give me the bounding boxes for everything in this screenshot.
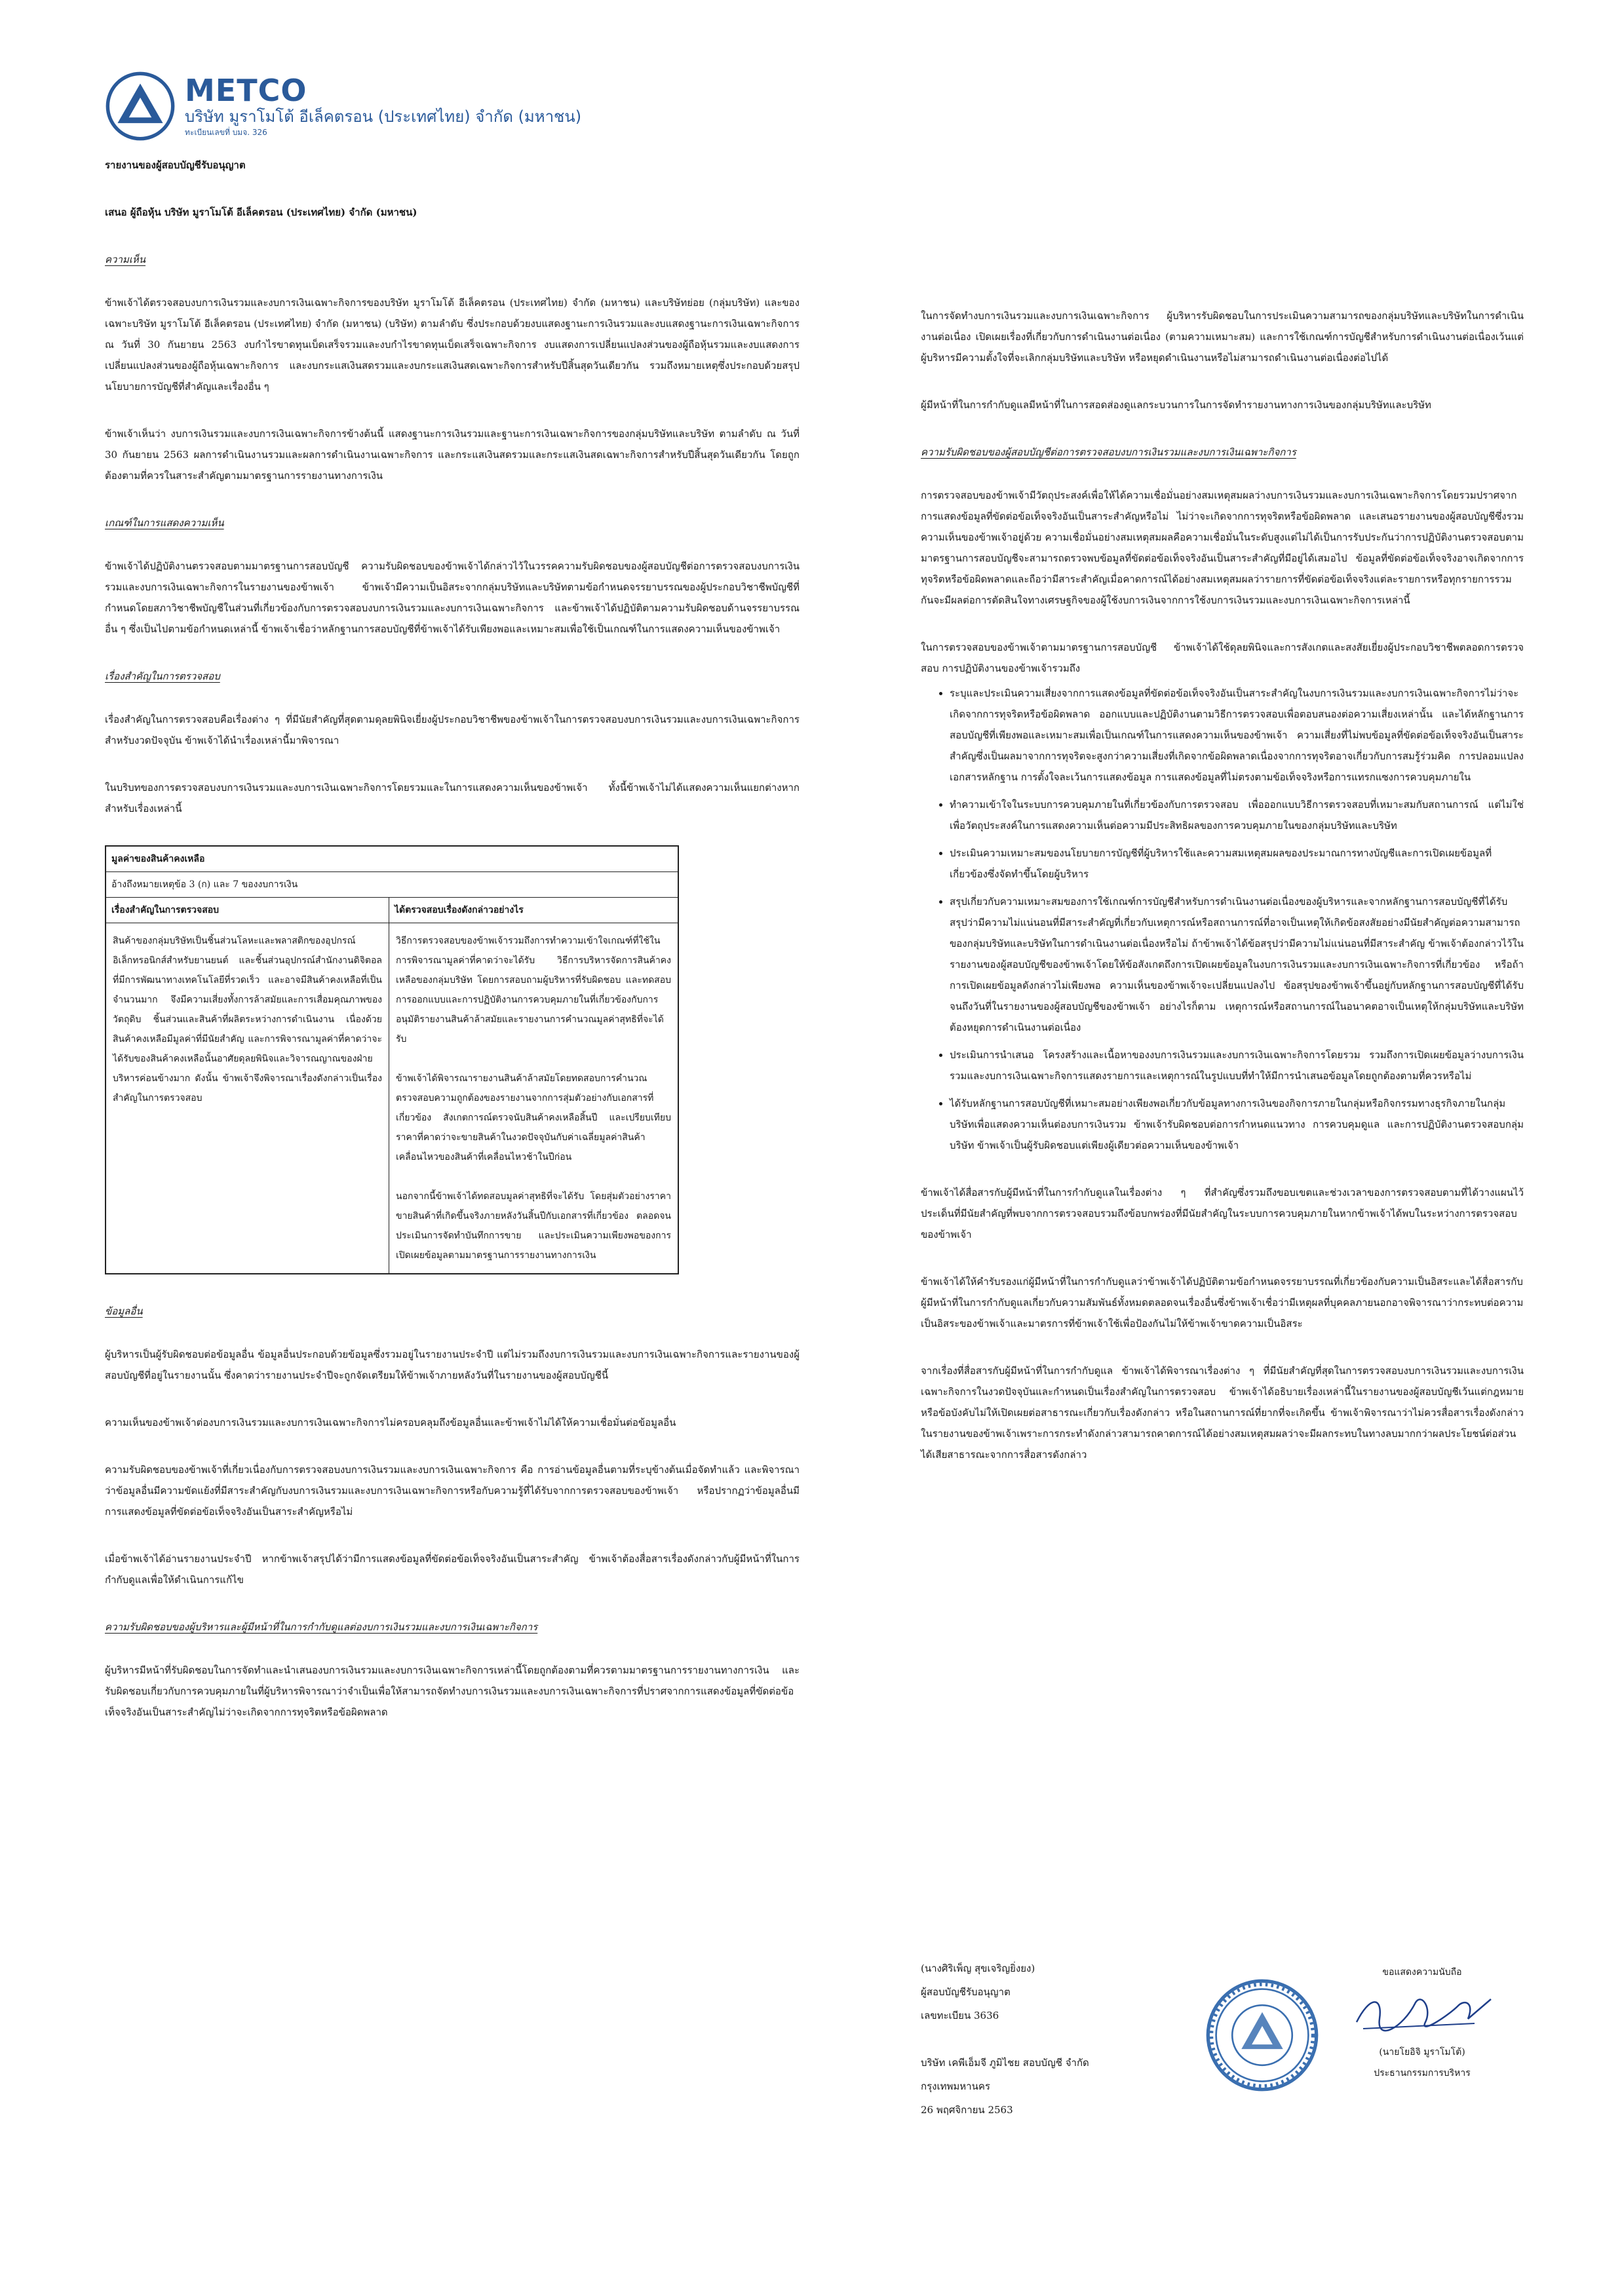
certify-label: ขอแสดงความนับถือ xyxy=(1382,1967,1462,1978)
other-info-paragraph-3: ความรับผิดชอบของข้าพเจ้าที่เกี่ยวเนื่องกับการตรวจสอบงบการเงินรวมและงบการเงินเฉพาะกิจการ คือ การอ่านข้อมูลอื่นตามที่ระบุข้างต้นเมื่อจัดทำแล้ว และพิจารณาว่าข้อมูลอื่นมีความขัดแย้งที่มีสาระสำคัญกับงบการเงินรวมและงบการเงินเฉพาะกิจการหรือกับความรู้ที่ได้รับจากการตรวจสอบของข้าพเจ้า หรือปรากฏว่าข้อมูลอื่นมีการแสดงข้อมูลที่ขัดต่อข้อเท็จจริงอันเป็นสาระสำคัญหรือไม่ xyxy=(105,1464,800,1518)
report-addressee: เสนอ ผู้ถือหุ้น บริษัท มูราโมโต้ อีเล็คตรอน (ประเทศไทย) จำกัด (มหาชน) xyxy=(105,206,417,218)
director-signature-block xyxy=(1317,1962,1527,2084)
kam-table-reference: อ้างถึงหมายเหตุข้อ 3 (ก) และ 7 ของงบการเงิน xyxy=(106,872,678,898)
auditor-paragraph-3: ข้าพเจ้าได้สื่อสารกับผู้มีหน้าที่ในการกำกับดูแลในเรื่องต่าง ๆ ที่สำคัญซึ่งรวมถึงขอบเขตและช่วงเวลาของการตรวจสอบตามที่ได้วางแผนไว้ ประเด็นที่มีนัยสำคัญที่พบจากการตรวจสอบรวมถึงข้อบกพร่องที่มีนัยสำคัญในระบบการควบคุมภายในหากข้าพเจ้าได้พบในระหว่างการตรวจสอบของข้าพเจ้า xyxy=(921,1187,1524,1240)
kam-table-title: มูลค่าของสินค้าคงเหลือ xyxy=(106,847,678,872)
audit-city: กรุงเทพมหานคร xyxy=(921,2080,990,2092)
opinion-paragraph-2: ข้าพเจ้าเห็นว่า งบการเงินรวมและงบการเงินเฉพาะกิจการข้างต้นนี้ แสดงฐานะการเงินรวมและฐานะการเงินเฉพาะกิจการของกลุ่มบริษัทและบริษัท ตามลำดับ ณ วันที่ 30 กันยายน 2563 ผลการดำเนินงานรวมและผลการดำเนินงานเฉพาะกิจการ และกระแสเงินสดรวมและกระแสเงินสดเฉพาะกิจการสำหรับปีสิ้นสุดวันเดียวกัน โดยถูกต้องตามที่ควรในสาระสำคัญตามมาตรฐานการรายงานทางการเงิน xyxy=(105,428,800,482)
logo-brand: METCO xyxy=(185,73,307,108)
logo-registration: ทะเบียนเลขที่ บมจ. 326 xyxy=(185,128,267,137)
kam-response-paragraph-1: วิธีการตรวจสอบของข้าพเจ้ารวมถึงการทำความเข้าใจเกณฑ์ที่ใช้ในการพิจารณามูลค่าที่คาดว่าจะได้รับ วิธีการบริหารจัดการสินค้าคงเหลือของกลุ่มบริษัท โดยการสอบถามผู้บริหารที่รับผิดชอบ และทดสอบการออกแบบและการปฏิบัติงานการควบคุมภายในที่เกี่ยวข้องกับการอนุมัติรายงานสินค้าล้าสมัยและรายงานการคำนวณมูลค่าสุทธิที่จะได้รับ xyxy=(396,936,671,1044)
kam-paragraph-1: เรื่องสำคัญในการตรวจสอบคือเรื่องต่าง ๆ ที่มีนัยสำคัญที่สุดตามดุลยพินิจเยี่ยงผู้ประกอบวิชาชีพของข้าพเจ้าในการตรวจสอบงบการเงินรวมและงบการเงินเฉพาะกิจการสำหรับงวดปัจจุบัน ข้าพเจ้าได้นำเรื่องเหล่านี้มาพิจารณา xyxy=(105,714,800,746)
auditor-responsibility-heading: ความรับผิดชอบของผู้สอบบัญชีต่อการตรวจสอบงบการเงินรวมและงบการเงินเฉพาะกิจการ xyxy=(921,446,1296,458)
opinion-heading: ความเห็น xyxy=(105,254,146,265)
other-info-paragraph-1: ผู้บริหารเป็นผู้รับผิดชอบต่อข้อมูลอื่น ข้อมูลอื่นประกอบด้วยข้อมูลซึ่งรวมอยู่ในรายงานประจำปี แต่ไม่รวมถึงงบการเงินรวมและงบการเงินเฉพาะกิจการและรายงานของผู้สอบบัญชีที่อยู่ในรายงานนั้น ซึ่งคาดว่ารายงานประจำปีจะถูกจัดเตรียมให้ข้าพเจ้าภายหลังวันที่ในรายงานของผู้สอบบัญชีนี้ xyxy=(105,1349,800,1381)
kam-col1-header: เรื่องสำคัญในการตรวจสอบ xyxy=(106,898,389,923)
handwritten-signature-icon xyxy=(1343,1983,1501,2042)
report-title: รายงานของผู้สอบบัญชีรับอนุญาต xyxy=(105,159,246,171)
auditor-paragraph-5: จากเรื่องที่สื่อสารกับผู้มีหน้าที่ในการกำกับดูแล ข้าพเจ้าได้พิจารณาเรื่องต่าง ๆ ที่มีนัยสำคัญที่สุดในการตรวจสอบงบการเงินรวมและงบการเงินเฉพาะกิจการในงวดปัจจุบันและกำหนดเป็นเรื่องสำคัญในการตรวจสอบ ข้าพเจ้าได้อธิบายเรื่องเหล่านี้ในรายงานของผู้สอบบัญชีเว้นแต่กฎหมายหรือข้อบังคับไม่ให้เปิดเผยต่อสาธารณะเกี่ยวกับเรื่องดังกล่าว หรือในสถานการณ์ที่ยากที่จะเกิดขึ้น ข้าพเจ้าพิจารณาว่าไม่ควรสื่อสารเรื่องดังกล่าวในรายงานของข้าพเจ้าเพราะการกระทำดังกล่าวสามารถคาดการณ์ได้อย่างสมเหตุสมผลว่าจะมีผลกระทบในทางลบมากกว่าผลประโยชน์ต่อส่วนได้เสียสาธารณะจากการสื่อสารดังกล่าว xyxy=(921,1365,1524,1461)
metco-triangle-logo-icon xyxy=(105,71,176,142)
kam-table xyxy=(105,845,679,1274)
management-paragraph-2: ในการจัดทำงบการเงินรวมและงบการเงินเฉพาะกิจการ ผู้บริหารรับผิดชอบในการประเมินความสามารถของกลุ่มบริษัทและบริษัทในการดำเนินงานต่อเนื่อง เปิดเผยเรื่องที่เกี่ยวกับการดำเนินงานต่อเนื่อง (ตามความเหมาะสม) และการใช้เกณฑ์การบัญชีสำหรับการดำเนินงานต่อเนื่องเว้นแต่ผู้บริหารมีความตั้งใจที่จะเลิกกลุ่มบริษัทและบริษัท หรือหยุดดำเนินงานหรือไม่สามารถดำเนินงานต่อเนื่องต่อไปได้ xyxy=(921,310,1524,364)
management-paragraph-3: ผู้มีหน้าที่ในการกำกับดูแลมีหน้าที่ในการสอดส่องดูแลกระบวนการในการจัดทำรายงานทางการเงินของกลุ่มบริษัทและบริษัท xyxy=(921,399,1431,411)
management-paragraph-1: ผู้บริหารมีหน้าที่รับผิดชอบในการจัดทำและนำเสนองบการเงินรวมและงบการเงินเฉพาะกิจการเหล่านี้โดยถูกต้องตามที่ควรตามมาตรฐานการรายงานทางการเงิน และรับผิดชอบเกี่ยวกับการควบคุมภายในที่ผู้บริหารพิจารณาว่าจำเป็นเพื่อให้สามารถจัดทำงบการเงินรวมและงบการเงินเฉพาะกิจการที่ปราศจากการแสดงข้อมูลที่ขัดต่อข้อเท็จจริงอันเป็นสาระสำคัญไม่ว่าจะเกิดจากการทุจริตหรือข้อผิดพลาด xyxy=(105,1664,800,1718)
kam-paragraph-2: ในบริบทของการตรวจสอบงบการเงินรวมและงบการเงินเฉพาะกิจการโดยรวมและในการแสดงความเห็นของข้าพเจ้า ทั้งนี้ข้าพเจ้าไม่ได้แสดงความเห็นแยกต่างหากสำหรับเรื่องเหล่านี้ xyxy=(105,782,800,814)
list-item: • สรุปเกี่ยวกับความเหมาะสมของการใช้เกณฑ์การบัญชีสำหรับการดำเนินงานต่อเนื่องของผู้บริหารและจากหลักฐานการสอบบัญชีที่ได้รับ สรุปว่ามีความไม่แน่นอนที่มีสาระสำคัญที่เกี่ยวกับเหตุการณ์หรือสถานการณ์ที่อาจเป็นเหตุให้เกิดข้อสงสัยอย่างมีนัยสำคัญต่อความสามารถของกลุ่มบริษัทและบริษัทในการดำเนินงานต่อเนื่องหรือไม่ ถ้าข้าพเจ้าได้ข้อสรุปว่ามีความไม่แน่นอนที่มีสาระสำคัญ ข้าพเจ้าต้องกล่าวไว้ในรายงานของผู้สอบบัญชีของข้าพเจ้าโดยให้ข้อสังเกตถึงการเปิดเผยข้อมูลในงบการเงินรวมและงบการเงินเฉพาะกิจการที่เกี่ยวข้อง หรือถ้าการเปิดเผยข้อมูลดังกล่าวไม่เพียงพอ ความเห็นของข้าพเจ้าจะเปลี่ยนแปลงไป ข้อสรุปของข้าพเจ้าขึ้นอยู่กับหลักฐานการสอบบัญชีที่ได้รับจนถึงวันที่ในรายงานของผู้สอบบัญชีของข้าพเจ้า อย่างไรก็ตาม เหตุการณ์หรือสถานการณ์ในอนาคตอาจเป็นเหตุให้กลุ่มบริษัทและบริษัทต้องหยุดการดำเนินงานต่อเนื่อง xyxy=(950,891,1524,1038)
auditor-paragraph-1: การตรวจสอบของข้าพเจ้ามีวัตถุประสงค์เพื่อให้ได้ความเชื่อมั่นอย่างสมเหตุสมผลว่างบการเงินรวมและงบการเงินเฉพาะกิจการโดยรวมปราศจากการแสดงข้อมูลที่ขัดต่อข้อเท็จจริงอันเป็นสาระสำคัญหรือไม่ ไม่ว่าจะเกิดจากการทุจริตหรือข้อผิดพลาด และเสนอรายงานของผู้สอบบัญชีซึ่งรวมความเห็นของข้าพเจ้าอยู่ด้วย ความเชื่อมั่นอย่างสมเหตุสมผลคือความเชื่อมั่นในระดับสูงแต่ไม่ได้เป็นการรับประกันว่าการปฏิบัติงานตรวจสอบตามมาตรฐานการสอบบัญชีจะสามารถตรวจพบข้อมูลที่ขัดต่อข้อเท็จจริงอันเป็นสาระสำคัญที่มีอยู่ได้เสมอไป ข้อมูลที่ขัดต่อข้อเท็จจริงอาจเกิดจากการทุจริตหรือข้อผิดพลาดและถือว่ามีสาระสำคัญเมื่อคาดการณ์ได้อย่างสมเหตุสมผลว่ารายการที่ขัดต่อข้อเท็จจริงแต่ละรายการหรือทุกรายการรวมกันจะมีผลต่อการตัดสินใจทางเศรษฐกิจของผู้ใช้งบการเงินจากการใช้งบการเงินรวมและงบการเงินเฉพาะกิจการเหล่านี้ xyxy=(921,489,1524,606)
auditor-name: (นางศิริเพ็ญ สุขเจริญยิ่งยง) xyxy=(921,1962,1035,1974)
auditor-paragraph-4: ข้าพเจ้าได้ให้คำรับรองแก่ผู้มีหน้าที่ในการกำกับดูแลว่าข้าพเจ้าได้ปฏิบัติตามข้อกำหนดจรรยาบรรณที่เกี่ยวข้องกับความเป็นอิสระและได้สื่อสารกับผู้มีหน้าที่ในการกำกับดูแลเกี่ยวกับความสัมพันธ์ทั้งหมดตลอดจนเรื่องอื่นซึ่งข้าพเจ้าเชื่อว่ามีเหตุผลที่บุคคลภายนอกอาจพิจารณาว่ากระทบต่อความเป็นอิสระของข้าพเจ้าและมาตรการที่ข้าพเจ้าใช้เพื่อป้องกันไม่ให้ข้าพเจ้าขาดความเป็นอิสระ xyxy=(921,1276,1524,1330)
director-title: ประธานกรรมการบริหาร xyxy=(1374,2068,1471,2078)
auditor-title: ผู้สอบบัญชีรับอนุญาต xyxy=(921,1986,1011,1998)
auditor-procedures-list xyxy=(921,683,1524,1156)
other-info-paragraph-4: เมื่อข้าพเจ้าได้อ่านรายงานประจำปี หากข้าพเจ้าสรุปได้ว่ามีการแสดงข้อมูลที่ขัดต่อข้อเท็จจริงอันเป็นสาระสำคัญ ข้าพเจ้าต้องสื่อสารเรื่องดังกล่าวกับผู้มีหน้าที่ในการกำกับดูแลเพื่อให้ดำเนินการแก้ไข xyxy=(105,1553,800,1586)
kam-table-body xyxy=(106,923,678,1273)
basis-heading: เกณฑ์ในการแสดงความเห็น xyxy=(105,517,224,529)
list-item: • ประเมินความเหมาะสมของนโยบายการบัญชีที่ผู้บริหารใช้และความสมเหตุสมผลของประมาณการทางบัญชีและการเปิดเผยข้อมูลที่เกี่ยวข้องซึ่งจัดทำขึ้นโดยผู้บริหาร xyxy=(950,843,1524,885)
company-logo xyxy=(105,71,581,142)
list-item: • ได้รับหลักฐานการสอบบัญชีที่เหมาะสมอย่างเพียงพอเกี่ยวกับข้อมูลทางการเงินของกิจการภายในกลุ่มหรือกิจกรรมทางธุรกิจภายในกลุ่มบริษัทเพื่อแสดงความเห็นต่องบการเงินรวม ข้าพเจ้ารับผิดชอบต่อการกำหนดแนวทาง การควบคุมดูแล และการปฏิบัติงานตรวจสอบกลุ่มบริษัท ข้าพเจ้าเป็นผู้รับผิดชอบแต่เพียงผู้เดียวต่อความเห็นของข้าพเจ้า xyxy=(950,1093,1524,1156)
other-info-heading: ข้อมูลอื่น xyxy=(105,1305,143,1317)
kam-table-header xyxy=(106,898,678,923)
kam-response-cell xyxy=(389,923,678,1273)
management-responsibility-heading: ความรับผิดชอบของผู้บริหารและผู้มีหน้าที่ในการกำกับดูแลต่องบการเงินรวมและงบการเงินเฉพาะกิจการ xyxy=(105,1621,538,1633)
other-info-paragraph-2: ความเห็นของข้าพเจ้าต่องบการเงินรวมและงบการเงินเฉพาะกิจการไม่ครอบคลุมถึงข้อมูลอื่นและข้าพเจ้าไม่ได้ให้ความเชื่อมั่นต่อข้อมูลอื่น xyxy=(105,1417,676,1428)
kam-response-paragraph-2: ข้าพเจ้าได้พิจารณารายงานสินค้าล้าสมัยโดยทดสอบการคำนวณ ตรวจสอบความถูกต้องของรายงานจากการสุ่มตัวอย่างกับเอกสารที่เกี่ยวข้อง สังเกตการณ์ตรวจนับสินค้าคงเหลือสิ้นปี และเปรียบเทียบราคาที่คาดว่าจะขายสินค้าในงวดปัจจุบันกับค่าเฉลี่ยมูลค่าสินค้าเคลื่อนไหวของสินค้าที่เคลื่อนไหวช้าในปีก่อน xyxy=(396,1073,671,1162)
director-name: (นายโยอิจิ มูราโมโต้) xyxy=(1379,2047,1465,2057)
company-seal-icon xyxy=(1205,1978,1320,2093)
kam-heading: เรื่องสำคัญในการตรวจสอบ xyxy=(105,670,220,682)
kam-matter-text: สินค้าของกลุ่มบริษัทเป็นชิ้นส่วนโลหะและพลาสติกของอุปกรณ์อิเล็กทรอนิกส์สำหรับยานยนต์ และชิ้นส่วนอุปกรณ์สำนักงานดิจิตอล ที่มีการพัฒนาทางเทคโนโลยีที่รวดเร็ว และอาจมีสินค้าคงเหลือที่เป็นจำนวนมาก จึงมีความเสี่ยงทั้งการล้าสมัยและการเสื่อมคุณภาพของวัตถุดิบ ชิ้นส่วนและสินค้าที่ผลิตระหว่างการดำเนินงาน เนื่องด้วยสินค้าคงเหลือมีมูลค่าที่มีนัยสำคัญ และการพิจารณามูลค่าที่คาดว่าจะได้รับของสินค้าคงเหลือนั้นอาศัยดุลยพินิจและวิจารณญาณของฝ่ายบริหารค่อนข้างมาก ดังนั้น ข้าพเจ้าจึงพิจารณาเรื่องดังกล่าวเป็นเรื่องสำคัญในการตรวจสอบ xyxy=(106,923,389,1273)
basis-paragraph: ข้าพเจ้าได้ปฏิบัติงานตรวจสอบตามมาตรฐานการสอบบัญชี ความรับผิดชอบของข้าพเจ้าได้กล่าวไว้ในวรรคความรับผิดชอบของผู้สอบบัญชีต่อการตรวจสอบงบการเงินรวมและงบการเงินเฉพาะกิจการในรายงานของข้าพเจ้า ข้าพเจ้ามีความเป็นอิสระจากกลุ่มบริษัทและบริษัทตามข้อกำหนดจรรยาบรรณของผู้ประกอบวิชาชีพบัญชีที่กำหนดโดยสภาวิชาชีพบัญชีในส่วนที่เกี่ยวข้องกับการตรวจสอบงบการเงินรวมและงบการเงินเฉพาะกิจการ และข้าพเจ้าได้ปฏิบัติตามความรับผิดชอบด้านจรรยาบรรณอื่น ๆ ซึ่งเป็นไปตามข้อกำหนดเหล่านี้ ข้าพเจ้าเชื่อว่าหลักฐานการสอบบัญชีที่ข้าพเจ้าได้รับเพียงพอและเหมาะสมเพื่อใช้เป็นเกณฑ์ในการแสดงความเห็นของข้าพเจ้า xyxy=(105,560,800,635)
auditor-signature-block xyxy=(921,1957,1089,2122)
list-item: • ทำความเข้าใจในระบบการควบคุมภายในที่เกี่ยวข้องกับการตรวจสอบ เพื่อออกแบบวิธีการตรวจสอบที่เหมาะสมกับสถานการณ์ แต่ไม่ใช่เพื่อวัตถุประสงค์ในการแสดงความเห็นต่อความมีประสิทธิผลของการควบคุมภายในของกลุ่มบริษัทและบริษัท xyxy=(950,794,1524,836)
list-item: • ประเมินการนำเสนอ โครงสร้างและเนื้อหาของงบการเงินรวมและงบการเงินเฉพาะกิจการโดยรวม รวมถึงการเปิดเผยข้อมูลว่างบการเงินรวมและงบการเงินเฉพาะกิจการแสดงรายการและเหตุการณ์ในรูปแบบที่ทำให้มีการนำเสนอข้อมูลโดยถูกต้องตามที่ควรหรือไม่ xyxy=(950,1044,1524,1086)
left-column xyxy=(105,155,800,1749)
audit-firm: บริษัท เคพีเอ็มจี ภูมิไชย สอบบัญชี จำกัด xyxy=(921,2057,1089,2069)
logo-company-name: บริษัท มูราโมโต้ อีเล็คตรอน (ประเทศไทย) จำกัด (มหาชน) xyxy=(185,107,582,126)
auditor-registration: เลขทะเบียน 3636 xyxy=(921,2010,999,2021)
report-date: 26 พฤศจิกายน 2563 xyxy=(921,2104,1013,2116)
kam-col2-header: ได้ตรวจสอบเรื่องดังกล่าวอย่างไร xyxy=(395,905,524,915)
right-column xyxy=(921,305,1524,1491)
kam-response-paragraph-3: นอกจากนี้ข้าพเจ้าได้ทดสอบมูลค่าสุทธิที่จะได้รับ โดยสุ่มตัวอย่างราคาขายสินค้าที่เกิดขึ้นจริงภายหลังวันสิ้นปีกับเอกสารที่เกี่ยวข้อง ตลอดจนประเมินการจัดทำบันทึกการขาย และประเมินความเพียงพอของการเปิดเผยข้อมูลตามมาตรฐานการรายงานทางการเงิน xyxy=(396,1191,671,1261)
list-item: • ระบุและประเมินความเสี่ยงจากการแสดงข้อมูลที่ขัดต่อข้อเท็จจริงอันเป็นสาระสำคัญในงบการเงินรวมและงบการเงินเฉพาะกิจการไม่ว่าจะเกิดจากการทุจริตหรือข้อผิดพลาด ออกแบบและปฏิบัติงานตามวิธีการตรวจสอบเพื่อตอบสนองต่อความเสี่ยงเหล่านั้น และได้หลักฐานการสอบบัญชีที่เพียงพอและเหมาะสมเพื่อเป็นเกณฑ์ในการแสดงความเห็นของข้าพเจ้า ความเสี่ยงที่ไม่พบข้อมูลที่ขัดต่อข้อเท็จจริงอันเป็นสาระสำคัญซึ่งเป็นผลมาจากการทุจริตจะสูงกว่าความเสี่ยงที่เกิดจากข้อผิดพลาดเนื่องจากการทุจริตอาจเกี่ยวกับการสมรู้ร่วมคิด การปลอมแปลงเอกสารหลักฐาน การตั้งใจละเว้นการแสดงข้อมูล การแสดงข้อมูลที่ไม่ตรงตามข้อเท็จจริงหรือการแทรกแซงการควบคุมภายใน xyxy=(950,683,1524,788)
opinion-paragraph-1: ข้าพเจ้าได้ตรวจสอบงบการเงินรวมและงบการเงินเฉพาะกิจการของบริษัท มูราโมโต้ อีเล็คตรอน (ประเทศไทย) จำกัด (มหาชน) และบริษัทย่อย (กลุ่มบริษัท) และของเฉพาะบริษัท มูราโมโต้ อีเล็คตรอน (ประเทศไทย) จำกัด (มหาชน) (บริษัท) ตามลำดับ ซึ่งประกอบด้วยงบแสดงฐานะการเงินรวมและงบแสดงฐานะการเงินเฉพาะกิจการ ณ วันที่ 30 กันยายน 2563 งบกำไรขาดทุนเบ็ดเสร็จรวมและงบกำไรขาดทุนเบ็ดเสร็จเฉพาะกิจการ งบแสดงการเปลี่ยนแปลงส่วนของผู้ถือหุ้นรวมและงบแสดงการเปลี่ยนแปลงส่วนของผู้ถือหุ้นเฉพาะกิจการ และงบกระแสเงินสดรวมและงบกระแสเงินสดเฉพาะกิจการสำหรับปีสิ้นสุดวันเดียวกัน รวมถึงหมายเหตุซึ่งประกอบด้วยสรุปนโยบายการบัญชีที่สำคัญและเรื่องอื่น ๆ xyxy=(105,297,800,392)
auditor-paragraph-2: ในการตรวจสอบของข้าพเจ้าตามมาตรฐานการสอบบัญชี ข้าพเจ้าได้ใช้ดุลยพินิจและการสังเกตและสงสัยเยี่ยงผู้ประกอบวิชาชีพตลอดการตรวจสอบ การปฏิบัติงานของข้าพเจ้ารวมถึง xyxy=(921,641,1524,674)
